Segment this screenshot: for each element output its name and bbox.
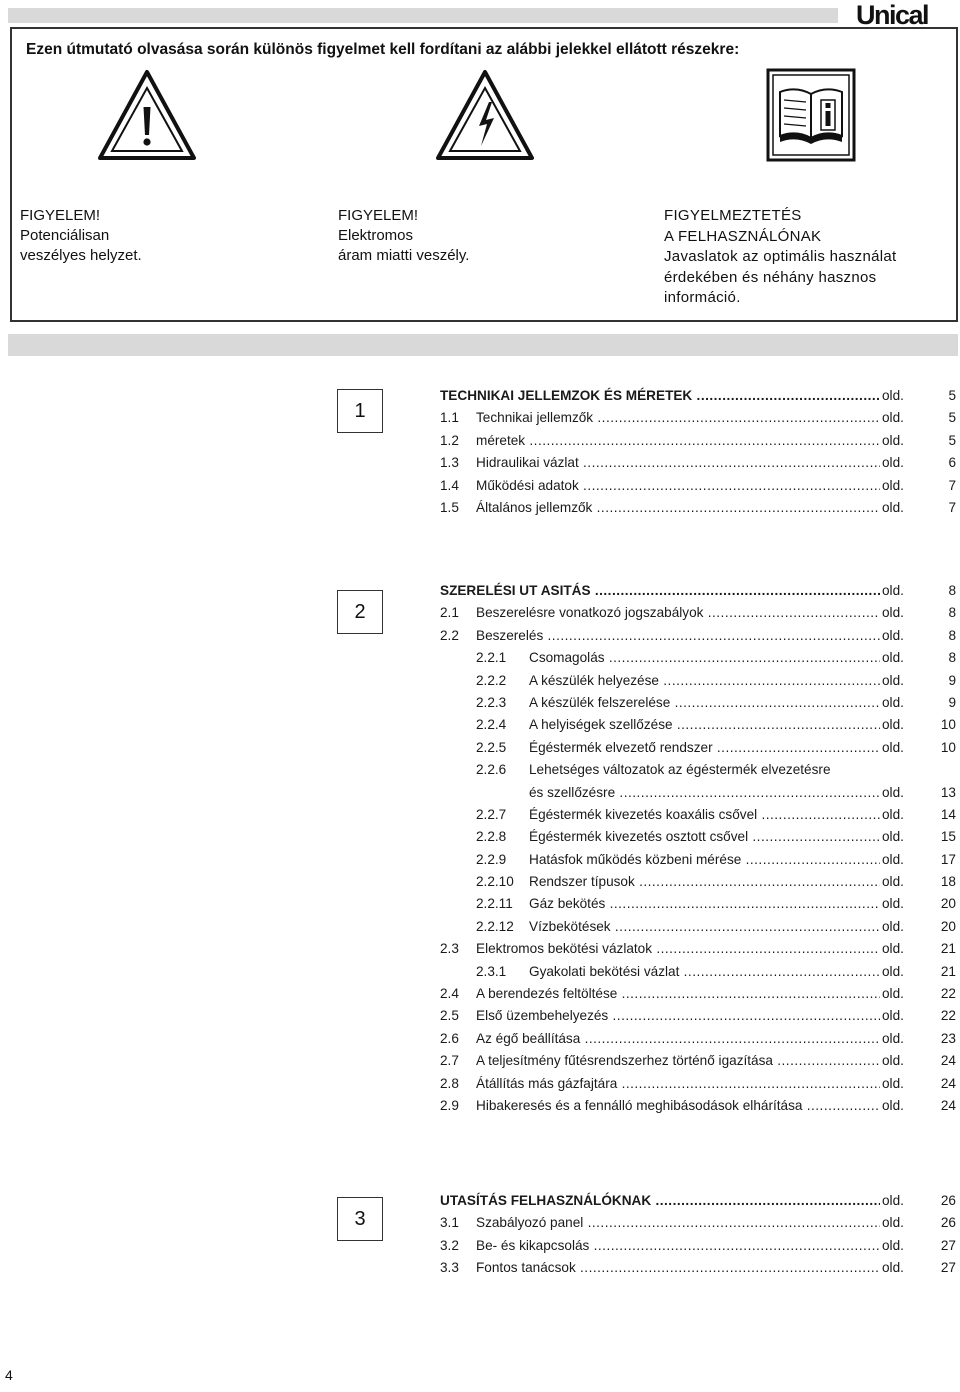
toc-entry-title: méretek ..... xyxy=(476,430,917,452)
toc-entry-title: A helyiségek szellőzése ..... xyxy=(529,714,917,736)
toc-entry-number: 3.3 xyxy=(440,1260,459,1276)
toc-entry-number: 2.2.7 xyxy=(476,806,507,822)
toc-entry-page: 26 xyxy=(940,1215,956,1231)
toc-entry-page: 8 xyxy=(948,650,956,666)
toc-entry-old-label: old. xyxy=(880,737,930,759)
caption-line: FIGYELEM! xyxy=(20,207,101,224)
toc-entry-title: A teljesítmény fűtésrendszerhez történő igazítása ..... xyxy=(476,1050,917,1072)
toc-entry xyxy=(440,983,960,1005)
toc-entry-page: 7 xyxy=(948,499,956,515)
toc-entry xyxy=(440,737,960,759)
toc-entry-page: 7 xyxy=(948,477,956,493)
toc-entry-page: 8 xyxy=(948,627,956,643)
toc-entry-number: 2.3.1 xyxy=(476,963,507,979)
toc-entry-title: A készülék felszerelése ..... xyxy=(529,692,917,714)
toc-entry-old-label: old. xyxy=(880,385,930,407)
toc-entry-number: 2.3 xyxy=(440,941,459,957)
toc-entry-old-label: old. xyxy=(880,580,930,602)
caption-line: A FELHASZNÁLÓNAK xyxy=(664,227,822,245)
toc-entry xyxy=(440,1257,960,1279)
caption-line: Elektromos xyxy=(338,227,414,244)
toc-entry-page: 17 xyxy=(940,851,956,867)
toc-entry xyxy=(440,385,960,407)
toc-entry xyxy=(440,580,960,602)
toc-entry-title: Fontos tanácsok ..... xyxy=(476,1257,917,1279)
toc-entry xyxy=(440,849,960,871)
toc-entry xyxy=(440,452,960,474)
toc-entry-old-label: old. xyxy=(880,893,930,915)
toc-entry xyxy=(440,759,960,781)
toc-entry-number: 2.2.11 xyxy=(476,896,513,912)
toc-entry-page: 22 xyxy=(940,1008,956,1024)
toc-entry xyxy=(440,782,960,804)
toc-entry-page: 22 xyxy=(940,986,956,1002)
toc-entry-number: 2.2.4 xyxy=(476,717,507,733)
toc-entry-title: SZERELÉSI UT ASITÁS ..... xyxy=(440,580,917,602)
toc-entry-title: TECHNIKAI JELLEMZOK ÉS MÉRETEK ..... xyxy=(440,385,917,407)
toc-entry-number: 3.2 xyxy=(440,1237,459,1253)
toc-entry-title: Beszerelés ..... xyxy=(476,625,917,647)
toc-entry-page: 27 xyxy=(940,1260,956,1276)
toc-entry-number: 2.8 xyxy=(440,1075,459,1091)
toc-entry-page: 15 xyxy=(940,829,956,845)
lightning-triangle-icon xyxy=(434,68,536,162)
toc-entry xyxy=(440,893,960,915)
toc-entry xyxy=(440,430,960,452)
toc-entry xyxy=(440,1212,960,1234)
toc-entry-title: Elektromos bekötési vázlatok ..... xyxy=(476,938,917,960)
toc-entry-title: Égéstermék kivezetés osztott csővel ..... xyxy=(529,826,917,848)
toc-entry-page: 24 xyxy=(940,1097,956,1113)
toc-entry-title: Első üzembehelyezés ..... xyxy=(476,1005,917,1027)
toc-entry-page: 9 xyxy=(948,672,956,688)
toc-entry-number: 2.9 xyxy=(440,1097,459,1113)
toc-entry-title: Be- és kikapcsolás ..... xyxy=(476,1235,917,1257)
toc-entry xyxy=(440,916,960,938)
toc-entry-number: 2.2.2 xyxy=(476,672,507,688)
toc-entry-page: 9 xyxy=(948,694,956,710)
toc-entry-title: Csomagolás ..... xyxy=(529,647,917,669)
toc-entry xyxy=(440,1028,960,1050)
toc-entry-old-label: old. xyxy=(880,1005,930,1027)
toc-entry-page: 13 xyxy=(940,784,956,800)
toc-section-3 xyxy=(440,1190,960,1280)
toc-entry-title: Hidraulikai vázlat ..... xyxy=(476,452,917,474)
toc-entry-old-label: old. xyxy=(880,1235,930,1257)
toc-entry-number: 1.1 xyxy=(440,410,459,426)
toc-entry xyxy=(440,497,960,519)
caption-line: érdekében és néhány hasznos xyxy=(664,268,877,286)
warning-caption-user-info xyxy=(664,206,897,309)
toc-entry-page: 5 xyxy=(948,432,956,448)
toc-entry-page: 18 xyxy=(940,874,956,890)
toc-entry-title: Átállítás más gázfajtára ..... xyxy=(476,1073,917,1095)
toc-entry-old-label: old. xyxy=(880,625,930,647)
toc-entry-old-label: old. xyxy=(880,647,930,669)
caption-line: FIGYELEM! xyxy=(338,207,419,224)
toc-entry-number: 1.5 xyxy=(440,499,459,515)
toc-entry xyxy=(440,1190,960,1212)
section-number-box: 2 xyxy=(337,590,383,634)
toc-entry-page: 10 xyxy=(940,717,956,733)
toc-entry-title: és szellőzésre ..... xyxy=(529,782,917,804)
toc-entry-old-label: old. xyxy=(880,1190,930,1212)
section-number-box: 1 xyxy=(337,389,383,433)
caption-line: FIGYELMEZTETÉS xyxy=(664,207,802,224)
toc-entry-old-label: old. xyxy=(880,430,930,452)
caption-line: Javaslatok az optimális használat xyxy=(664,248,897,265)
toc-entry-old-label: old. xyxy=(880,1050,930,1072)
toc-entry-title: Az égő beállítása ..... xyxy=(476,1028,917,1050)
header-bar xyxy=(8,8,838,23)
toc-entry-page: 5 xyxy=(948,410,956,426)
toc-entry-page: 24 xyxy=(940,1053,956,1069)
toc-entry xyxy=(440,407,960,429)
brand-logo: Unical xyxy=(855,0,928,30)
toc-entry xyxy=(440,602,960,624)
toc-entry-old-label: old. xyxy=(880,804,930,826)
toc-entry xyxy=(440,670,960,692)
toc-entry-page: 21 xyxy=(940,963,956,979)
toc-entry-page: 8 xyxy=(948,605,956,621)
toc-entry xyxy=(440,871,960,893)
toc-entry-number: 2.2.6 xyxy=(476,762,507,778)
toc-entry xyxy=(440,692,960,714)
toc-entry xyxy=(440,714,960,736)
toc-entry-number: 2.2.1 xyxy=(476,650,507,666)
section-divider-bar xyxy=(8,334,958,356)
caption-line: áram miatti veszély. xyxy=(338,247,470,264)
toc-entry-page: 26 xyxy=(940,1193,956,1208)
warning-intro: Ezen útmutató olvasása során különös figyelmet kell fordítani az alábbi jelekkel ellátott részekre: xyxy=(26,41,740,58)
caption-line: Potenciálisan xyxy=(20,227,110,244)
toc-entry-title: Beszerelésre vonatkozó jogszabályok ..... xyxy=(476,602,917,624)
toc-entry-old-label: old. xyxy=(880,1028,930,1050)
toc-entry xyxy=(440,826,960,848)
toc-entry-page: 5 xyxy=(948,388,956,403)
toc-entry-page: 20 xyxy=(940,918,956,934)
toc-entry-number: 2.2 xyxy=(440,627,459,643)
toc-entry-title: Égéstermék elvezető rendszer ..... xyxy=(529,737,917,759)
info-book-icon xyxy=(766,68,856,162)
toc-entry-old-label: old. xyxy=(880,602,930,624)
toc-entry-number: 2.2.12 xyxy=(476,918,514,934)
toc-entry xyxy=(440,1050,960,1072)
toc-entry-title: Gyakolati bekötési vázlat ..... xyxy=(529,961,917,983)
toc-entry-old-label: old. xyxy=(880,714,930,736)
warning-caption-danger xyxy=(20,206,142,266)
toc-entry-title: Rendszer típusok ..... xyxy=(529,871,917,893)
toc-entry-number: 2.2.8 xyxy=(476,829,507,845)
toc-entry-page: 20 xyxy=(940,896,956,912)
toc-entry-old-label: old. xyxy=(880,475,930,497)
toc-entry-title: Szabályozó panel ..... xyxy=(476,1212,917,1234)
toc-entry-title: Vízbekötések ..... xyxy=(529,916,917,938)
toc-entry xyxy=(440,938,960,960)
toc-entry-number: 2.5 xyxy=(440,1008,459,1024)
toc-entry-page: 27 xyxy=(940,1237,956,1253)
toc-entry-number: 2.2.3 xyxy=(476,694,507,710)
toc-section-2 xyxy=(440,580,960,1117)
toc-entry-title: Hatásfok működés közbeni mérése ..... xyxy=(529,849,917,871)
toc-entry-old-label: old. xyxy=(880,670,930,692)
toc-entry-page: 24 xyxy=(940,1075,956,1091)
toc-entry-old-label: old. xyxy=(880,961,930,983)
toc-entry-title: Működési adatok ..... xyxy=(476,475,917,497)
toc-entry-page: 23 xyxy=(940,1030,956,1046)
toc-entry xyxy=(440,1073,960,1095)
toc-entry-old-label: old. xyxy=(880,1095,930,1117)
toc-entry-page: 14 xyxy=(940,806,956,822)
exclamation-triangle-icon xyxy=(96,68,198,162)
toc-entry-title: UTASÍTÁS FELHASZNÁLÓKNAK ..... xyxy=(440,1190,917,1212)
toc-entry-number: 1.4 xyxy=(440,477,459,493)
toc-entry-old-label: old. xyxy=(880,983,930,1005)
toc-entry-number: 1.3 xyxy=(440,455,459,471)
toc-entry-page: 8 xyxy=(948,583,956,598)
toc-entry-number: 2.1 xyxy=(440,605,459,621)
toc-entry-old-label: old. xyxy=(880,452,930,474)
toc-entry-page: 10 xyxy=(940,739,956,755)
toc-entry xyxy=(440,1235,960,1257)
toc-entry-title: A berendezés feltöltése ..... xyxy=(476,983,917,1005)
toc-entry-title: Égéstermék kivezetés koaxális csővel ..... xyxy=(529,804,917,826)
toc-entry-old-label: old. xyxy=(880,782,930,804)
toc-entry-old-label: old. xyxy=(880,1257,930,1279)
toc-entry-title: A készülék helyezése ..... xyxy=(529,670,917,692)
toc-entry-page: 6 xyxy=(948,455,956,471)
toc-section-1 xyxy=(440,385,960,519)
toc-entry-number: 2.2.9 xyxy=(476,851,507,867)
section-number-box: 3 xyxy=(337,1197,383,1241)
warning-caption-electric xyxy=(338,206,469,266)
toc-entry-old-label: old. xyxy=(880,938,930,960)
toc-entry-old-label: old. xyxy=(880,849,930,871)
caption-line: veszélyes helyzet. xyxy=(20,247,142,264)
toc-entry-title: Technikai jellemzők ..... xyxy=(476,407,917,429)
toc-entry-old-label: old. xyxy=(880,497,930,519)
toc-entry xyxy=(440,804,960,826)
toc-entry-number: 2.4 xyxy=(440,986,459,1002)
toc-entry-number: 1.2 xyxy=(440,432,459,448)
toc-entry-title: Gáz bekötés ..... xyxy=(529,893,917,915)
toc-entry-old-label: old. xyxy=(880,826,930,848)
page-number: 4 xyxy=(5,1367,13,1383)
toc-entry-title: Lehetséges változatok az égéstermék elvezetésre xyxy=(529,762,831,778)
toc-entry-number: 2.2.10 xyxy=(476,874,514,890)
toc-entry-title: Általános jellemzők ..... xyxy=(476,497,917,519)
toc-entry-title: Hibakeresés és a fennálló meghibásodások elhárítása ..... xyxy=(476,1095,917,1117)
toc-entry xyxy=(440,625,960,647)
toc-entry-number: 2.7 xyxy=(440,1053,459,1069)
toc-entry-old-label: old. xyxy=(880,407,930,429)
toc-entry xyxy=(440,647,960,669)
toc-entry xyxy=(440,475,960,497)
toc-entry-number: 2.2.5 xyxy=(476,739,507,755)
caption-line: információ. xyxy=(664,289,741,306)
toc-entry-number: 2.6 xyxy=(440,1030,459,1046)
toc-entry-old-label: old. xyxy=(880,871,930,893)
toc-entry-old-label: old. xyxy=(880,1212,930,1234)
toc-entry-page: 21 xyxy=(940,941,956,957)
toc-entry-old-label: old. xyxy=(880,916,930,938)
toc-entry xyxy=(440,1005,960,1027)
toc-entry xyxy=(440,1095,960,1117)
toc-entry-old-label: old. xyxy=(880,1073,930,1095)
toc-entry xyxy=(440,961,960,983)
toc-entry-number: 3.1 xyxy=(440,1215,459,1231)
toc-entry-old-label: old. xyxy=(880,692,930,714)
